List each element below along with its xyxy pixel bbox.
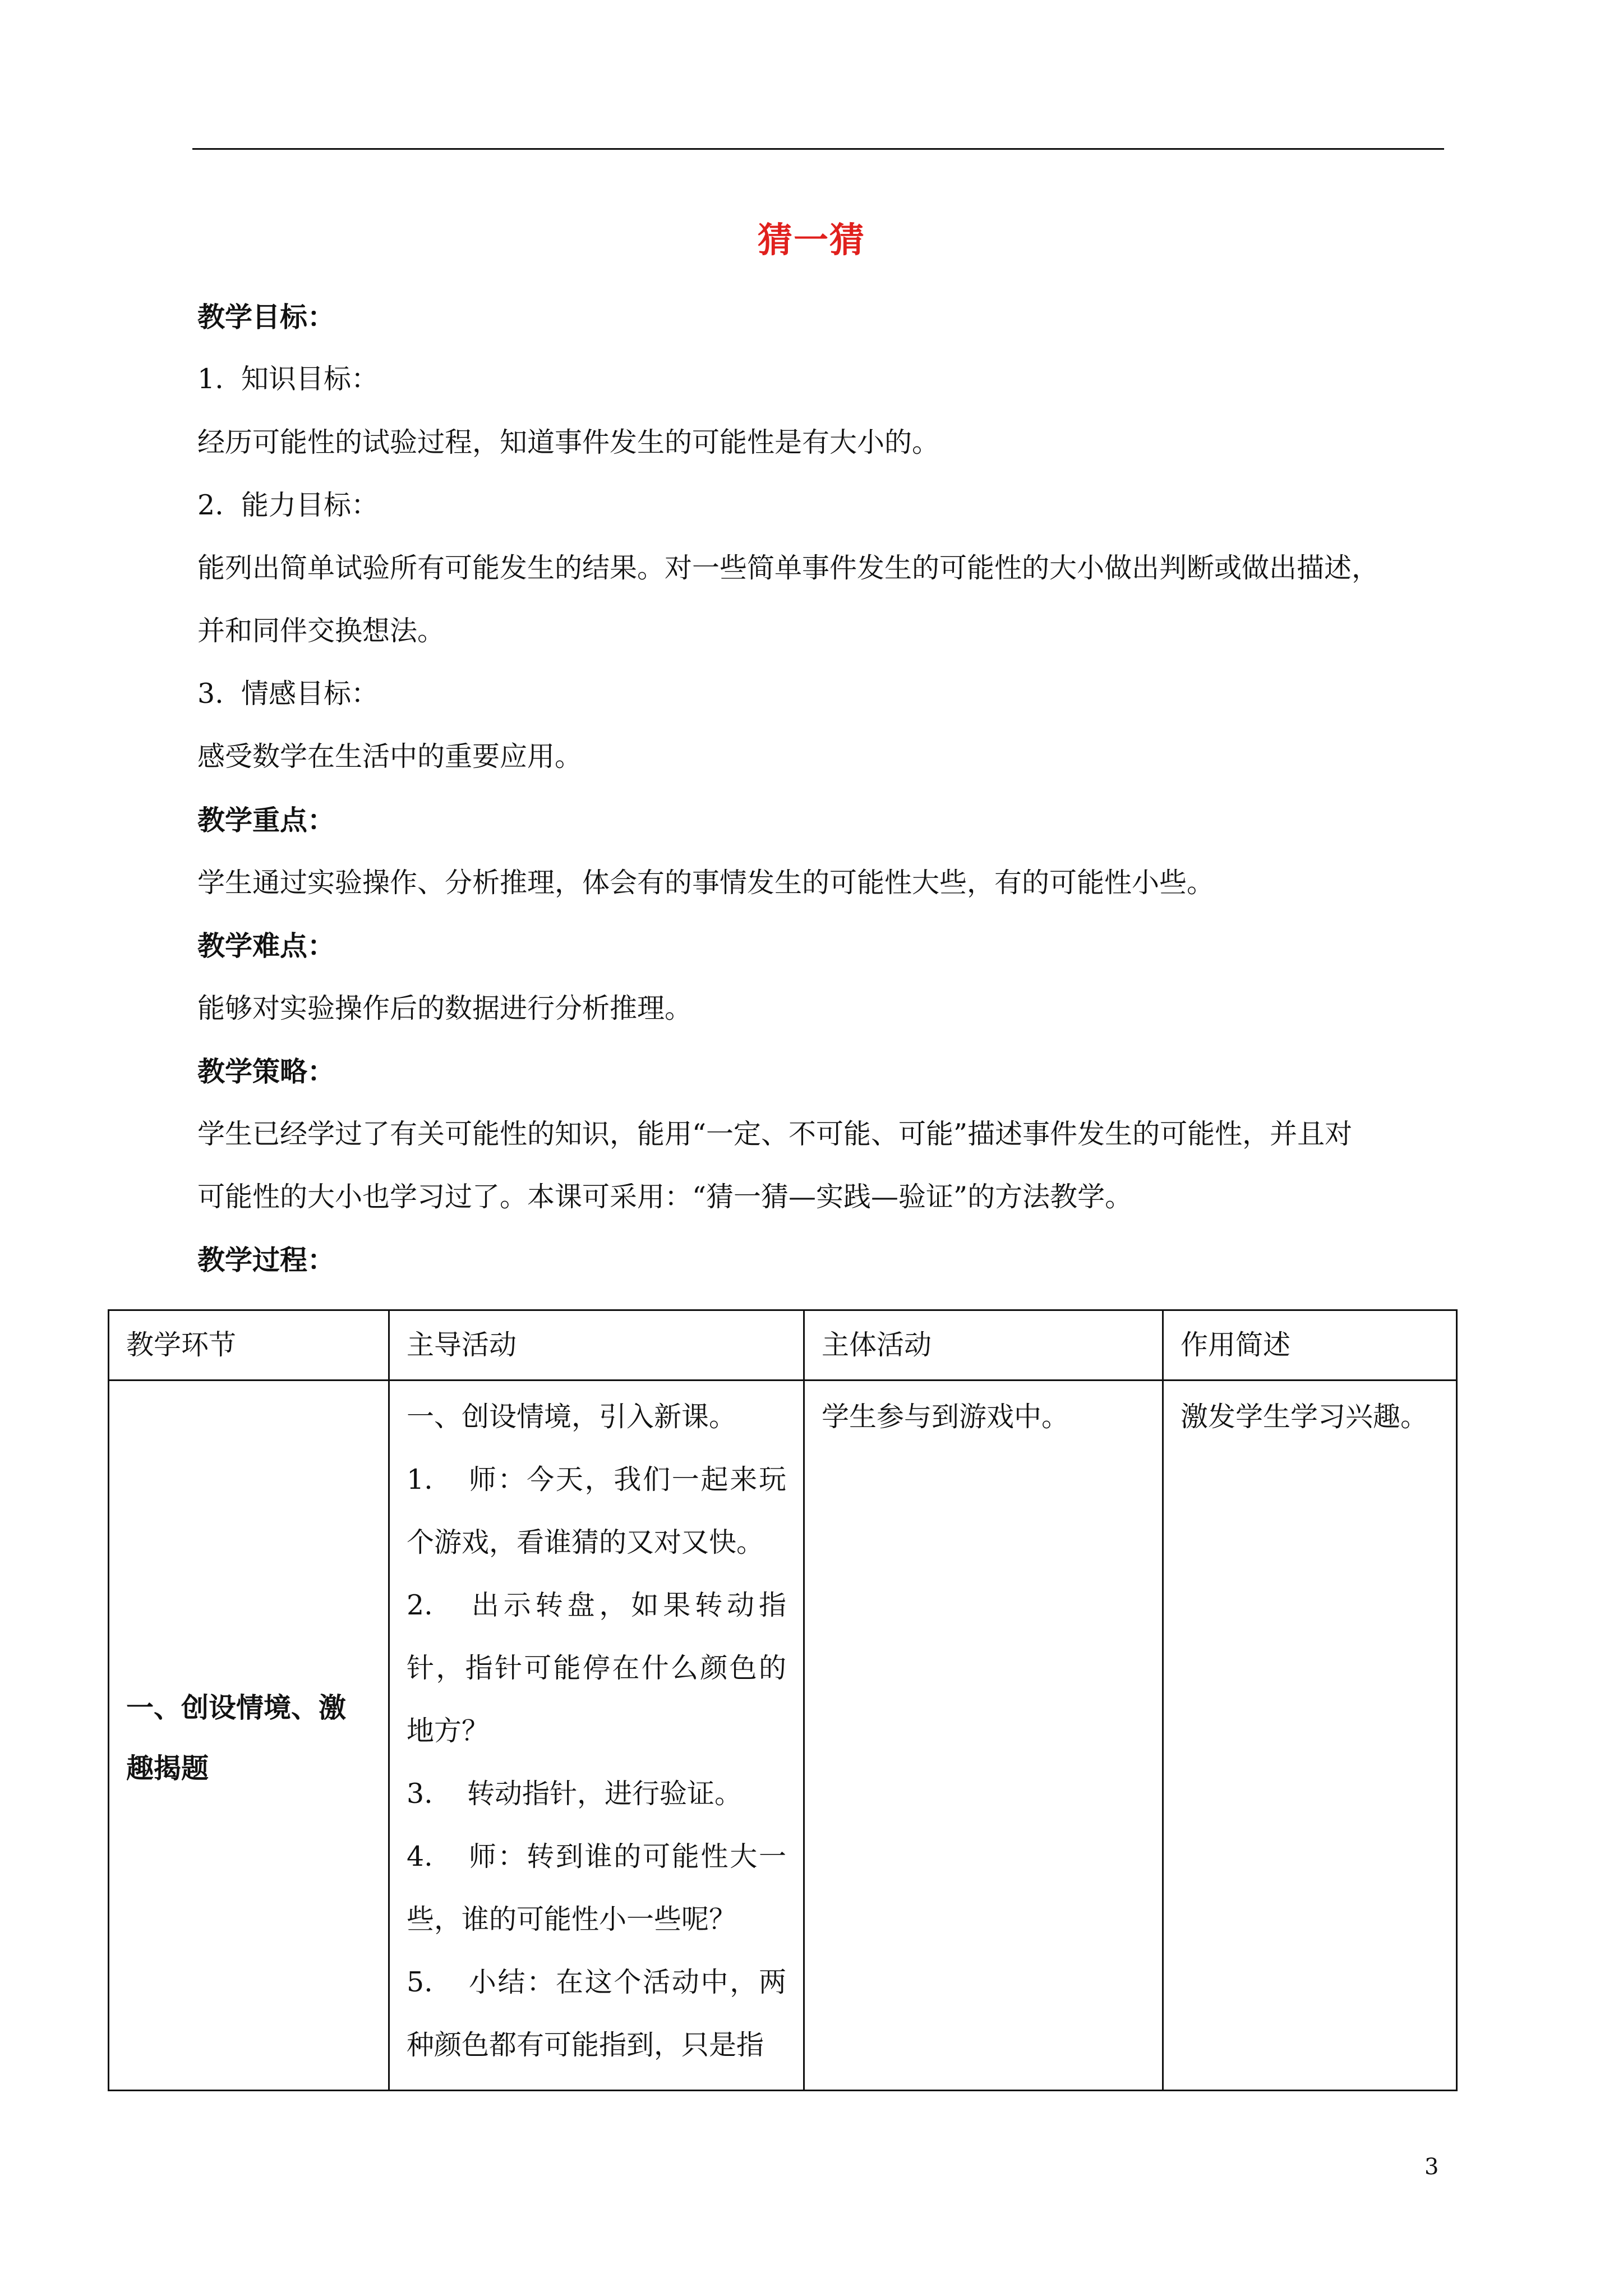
purpose-cell: 激发学生学习兴趣。 <box>1163 1381 1457 2091</box>
goal3-label: 情感目标： <box>241 678 379 710</box>
goal1-text: 经历可能性的试验过程，知道事件发生的可能性是有大小的。 <box>197 426 940 458</box>
lead-step-number: 1. <box>407 1464 433 1496</box>
goal2-label: 能力目标： <box>241 489 379 521</box>
goals-heading: 教学目标： <box>197 301 335 333</box>
goal3-line <box>197 662 1448 725</box>
lead-step-number: 4. <box>407 1841 433 1872</box>
lead-step <box>407 1763 786 1825</box>
goal2-line <box>197 474 1448 537</box>
table-row <box>109 1381 1457 2091</box>
lead-step-text: 出示转盘，如果转动指针，指针可能停在什么颜色的地方？ <box>407 1589 786 1747</box>
strategy-text-line1: 学生已经学过了有关可能性的知识，能用“一定、不可能、可能”描述事件发生的可能性，并且对 <box>197 1118 1353 1150</box>
lead-step-text: 小结：在这个活动中，两种颜色都有可能指到，只是指 <box>407 1966 786 2061</box>
column-header-purpose: 作用简述 <box>1163 1310 1457 1381</box>
strategy-text-line2: 可能性的大小也学习过了。本课可采用：“猜一猜—实践—验证”的方法教学。 <box>197 1181 1133 1213</box>
table-header-row <box>109 1310 1457 1381</box>
lead-step <box>407 1448 786 1574</box>
key-points-heading: 教学重点： <box>197 804 335 836</box>
lead-step <box>407 1825 786 1951</box>
lead-activity-cell <box>389 1381 804 2091</box>
key-points-text: 学生通过实验操作、分析推理，体会有的事情发生的可能性大些，有的可能性小些。 <box>197 867 1215 899</box>
goal3-number: 3. <box>197 678 224 710</box>
column-header-stage: 教学环节 <box>109 1310 389 1381</box>
goal1-label: 知识目标： <box>241 363 379 395</box>
strategy-heading: 教学策略： <box>197 1055 335 1088</box>
page-number: 3 <box>1424 2154 1439 2180</box>
goal2-text-line2: 并和同伴交换想法。 <box>197 615 445 647</box>
difficulty-text: 能够对实验操作后的数据进行分析推理。 <box>197 992 693 1024</box>
lead-step-text: 师：转到谁的可能性大一些，谁的可能性小一些呢？ <box>407 1841 786 1935</box>
lead-step-number: 5. <box>407 1966 433 1998</box>
lead-step-number: 3. <box>407 1778 433 1810</box>
page-title: 猜一猜 <box>757 219 865 260</box>
lead-step-text: 师：今天，我们一起来玩个游戏，看谁猜的又对又快。 <box>407 1464 786 1558</box>
goal1-number: 1. <box>197 363 224 395</box>
process-heading: 教学过程： <box>197 1244 335 1276</box>
process-table <box>108 1309 1458 2091</box>
lead-step <box>407 1574 786 1763</box>
lead-step-text: 转动指针，进行验证。 <box>467 1778 743 1810</box>
column-header-lead-activity: 主导活动 <box>389 1310 804 1381</box>
student-activity-cell: 学生参与到游戏中。 <box>804 1381 1163 2091</box>
lead-step-number: 2. <box>407 1589 433 1621</box>
goal2-text-line1: 能列出简单试验所有可能发生的结果。对一些简单事件发生的可能性的大小做出判断或做出描述， <box>197 552 1380 584</box>
goal1-line <box>197 348 1448 411</box>
goal3-text: 感受数学在生活中的重要应用。 <box>197 740 583 772</box>
stage-cell: 一、创设情境、激趣揭题 <box>109 1381 389 2091</box>
lead-step <box>407 1951 786 2077</box>
header-rule <box>192 148 1444 150</box>
column-header-student-activity: 主体活动 <box>804 1310 1163 1381</box>
difficulty-heading: 教学难点： <box>197 930 335 962</box>
lead-activity-title: 一、创设情境，引入新课。 <box>407 1401 737 1433</box>
goal2-number: 2. <box>197 489 224 521</box>
